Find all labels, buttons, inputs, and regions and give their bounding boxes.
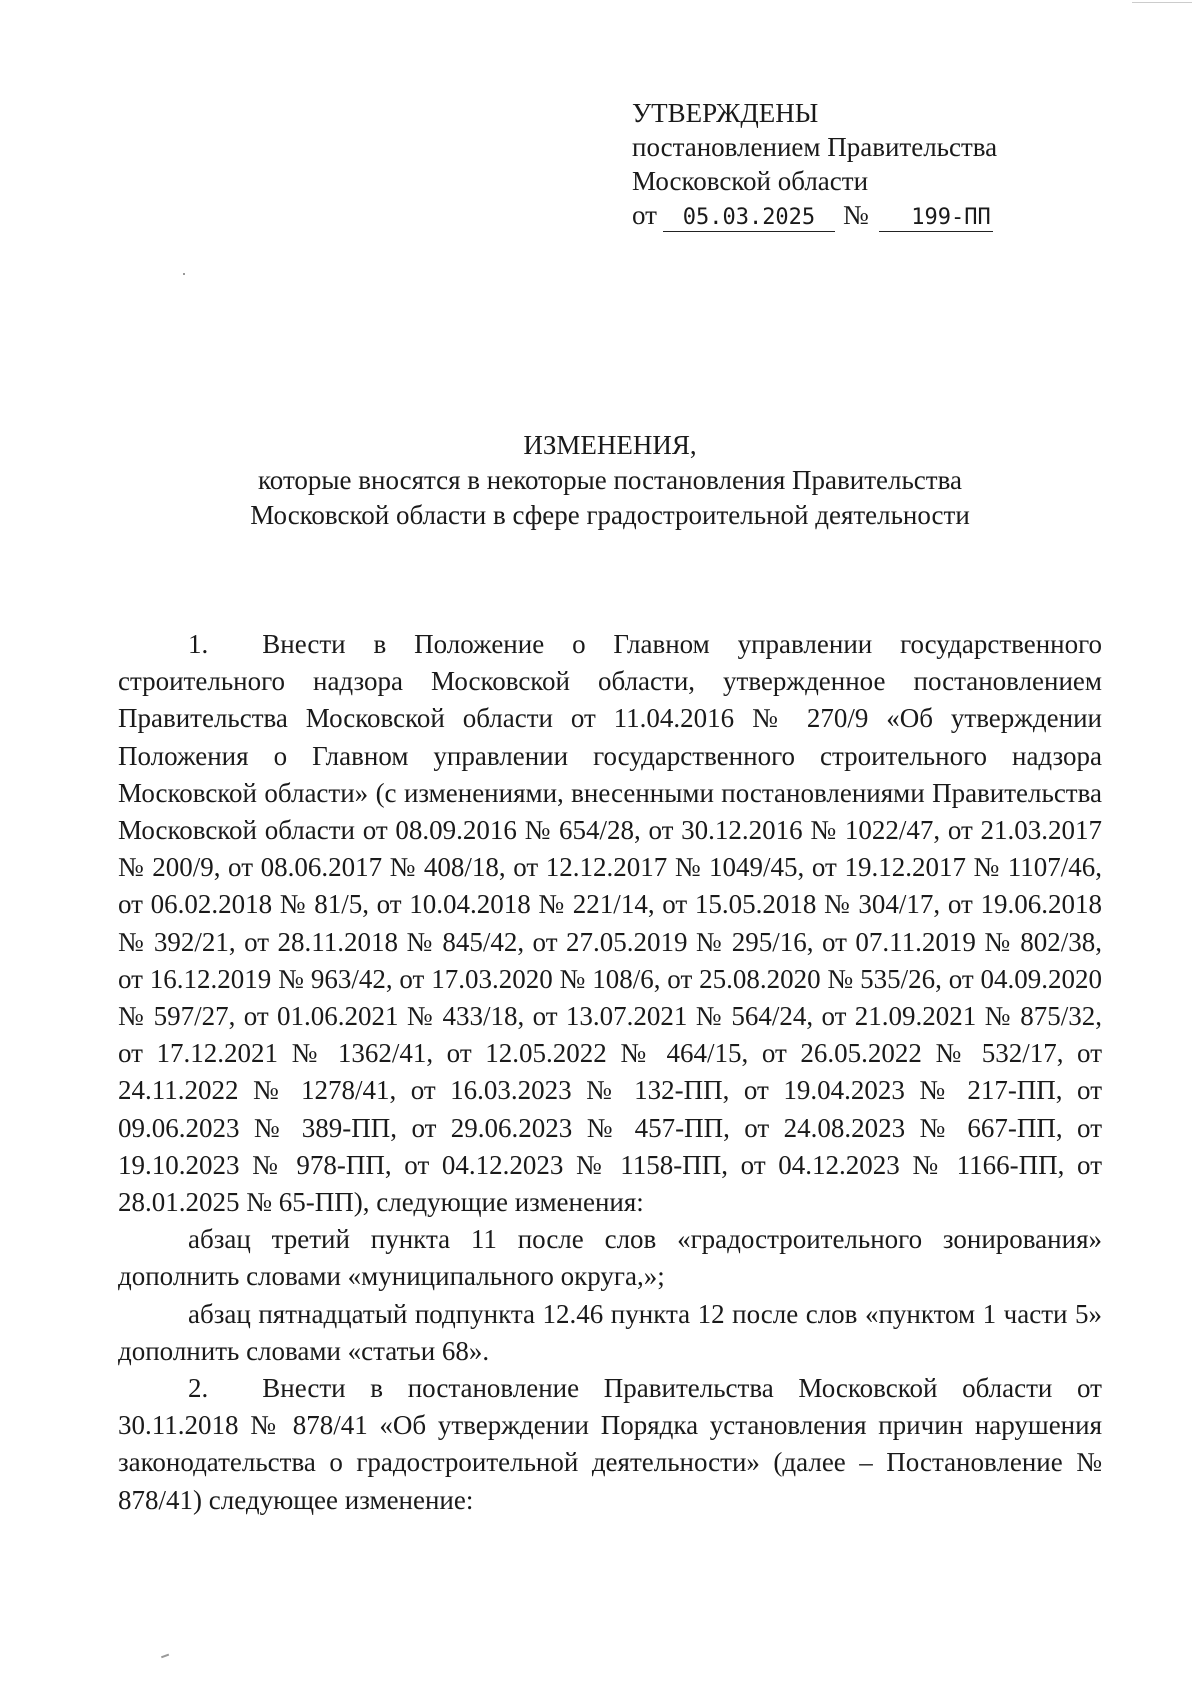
approval-number: 199-ПП bbox=[879, 205, 993, 232]
scan-speck bbox=[161, 1654, 169, 1658]
paragraph-amendment-2: абзац пятнадцатый подпункта 12.46 пункта 12 после слов «пунктом 1 части 5» дополнить словами «статьи 68». bbox=[118, 1298, 1102, 1366]
approval-date: 05.03.2025 bbox=[663, 205, 835, 232]
scan-speck bbox=[1132, 2, 1192, 3]
document-body bbox=[118, 626, 1102, 1519]
document-subtitle-line-1: которые вносятся в некоторые постановления Правительства bbox=[258, 465, 962, 495]
approval-stamp-block bbox=[632, 96, 1092, 232]
document-title: ИЗМЕНЕНИЯ, bbox=[523, 430, 697, 460]
approval-line-1: постановлением Правительства bbox=[632, 132, 998, 162]
from-label: от bbox=[632, 200, 657, 230]
approval-date-line bbox=[632, 198, 1092, 232]
document-subtitle-line-2: Московской области в сфере градостроительной деятельности bbox=[250, 500, 970, 530]
scan-speck bbox=[183, 273, 185, 275]
paragraph-amendment-1: абзац третий пункта 11 после слов «градостроительного зонирования» дополнить словами «муниципального округа,»; bbox=[118, 1224, 1102, 1292]
number-label: № bbox=[842, 200, 869, 230]
paragraph-item-2: 2. Внести в постановление Правительства Московской области от 30.11.2018 № 878/41 «Об утверждении Порядка установления причин нарушения законодательства о градостроительной деятельности» (далее – Постановление № 878/41) следующее изменение: bbox=[118, 1373, 1102, 1515]
approval-title: УТВЕРЖДЕНЫ bbox=[632, 98, 819, 128]
paragraph-item-1: 1. Внести в Положение о Главном управлении государственного строительного надзора Московской области, утвержденное постановлением Правительства Московской области от 11.04.2016 № 270/9 «Об утверждении Положения о Главном управлении государственного строительного надзора Московской области» (с изменениями, внесенными постановлениями Правительства Московской области от 08.09.2016 № 654/28, от 30.12.2016 № 1022/47, от 21.03.2017 № 200/9, от 08.06.2017 № 408/18, от 12.12.2017 № 1049/45, от 19.12.2017 № 1107/46, от 06.02.2018 № 81/5, от 10.04.2018 № 221/14, от 15.05.2018 № 304/17, от 19.06.2018 № 392/21, от 28.11.2018 № 845/42, от 27.05.2019 № 295/16, от 07.11.2019 № 802/38, от 16.12.2019 № 963/42, от 17.03.2020 № 108/6, от 25.08.2020 № 535/26, от 04.09.2020 № 597/27, от 01.06.2021 № 433/18, от 13.07.2021 № 564/24, от 21.09.2021 № 875/32, от 17.12.2021 № 1362/41, от 12.05.2022 № 464/15, от 26.05.2022 № 532/17, от 24.11.2022 № 1278/41, от 16.03.2023 № 132-ПП, от 19.04.2023 № 217-ПП, от 09.06.2023 № 389-ПП, от 29.06.2023 № 457-ПП, от 24.08.2023 № 667-ПП, от 19.10.2023 № 978-ПП, от 04.12.2023 № 1158-ПП, от 04.12.2023 № 1166-ПП, от 28.01.2025 № 65-ПП), следующие изменения: bbox=[118, 629, 1102, 1218]
approval-line-2: Московской области bbox=[632, 166, 869, 196]
document-title-block bbox=[120, 428, 1100, 533]
